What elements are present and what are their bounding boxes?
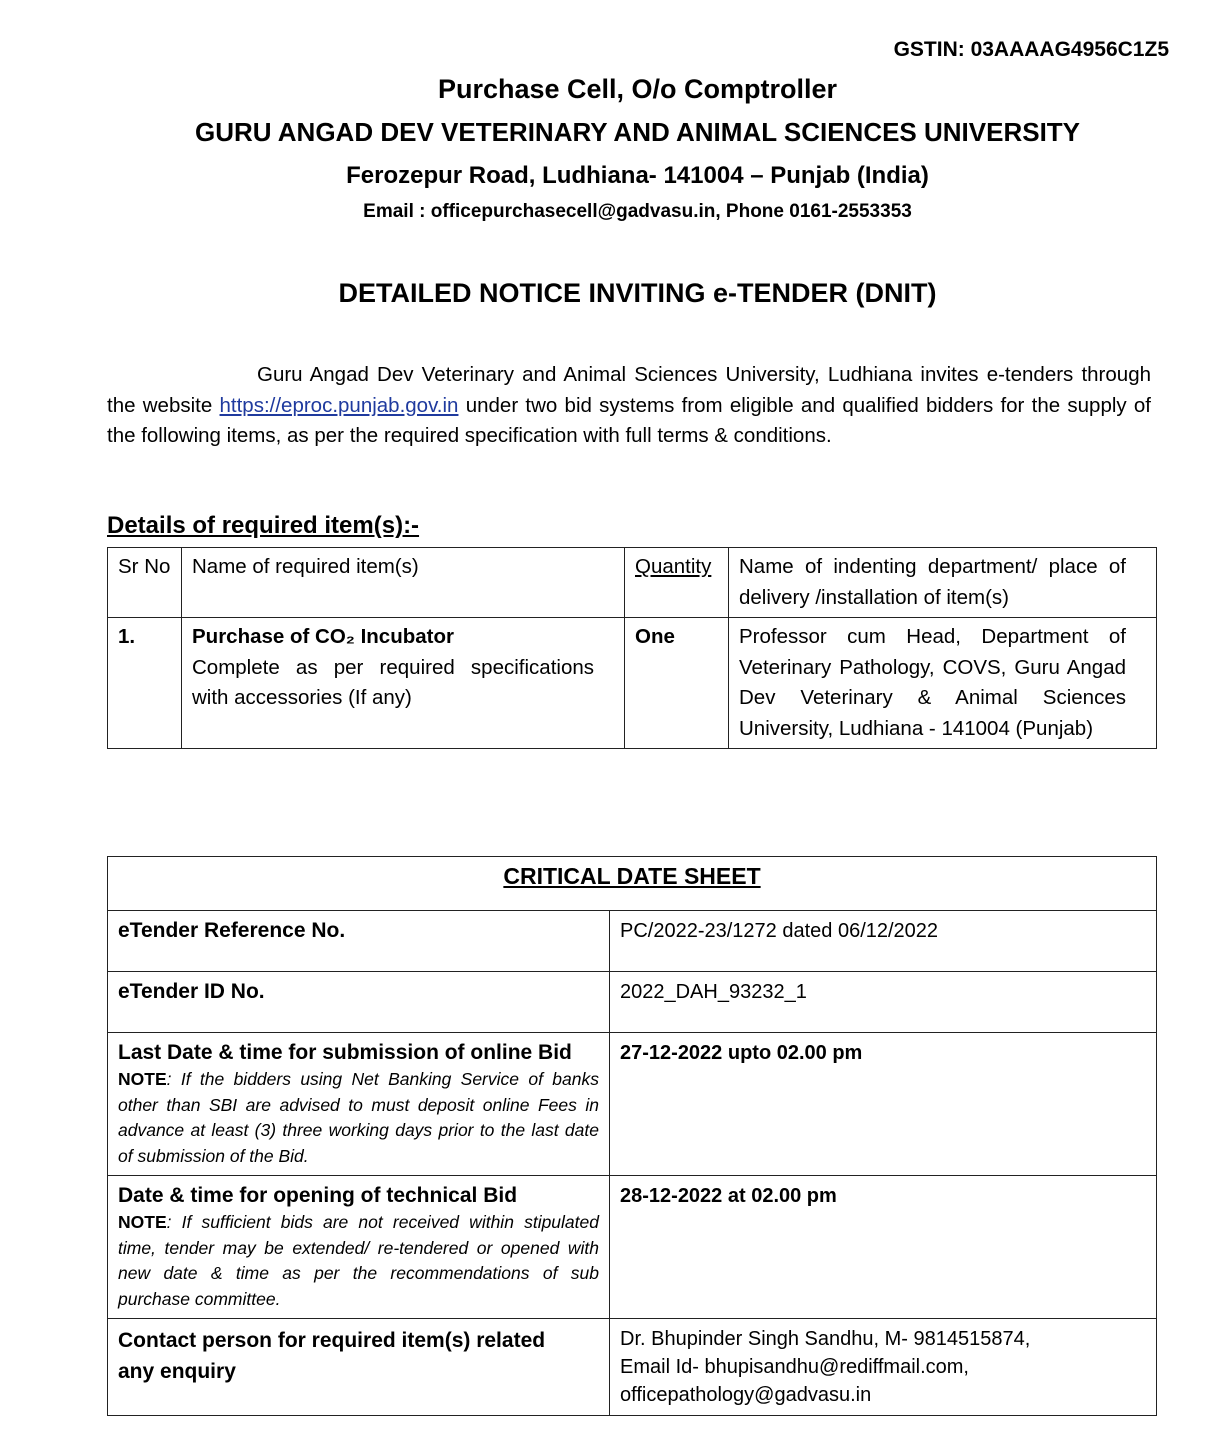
- last-date-label: Last Date & time for submission of online Bid: [118, 1041, 572, 1064]
- intro-text-after: under two bid systems from eligible and qualified bidders for the supply of the following items, as per the required specification with full terms & conditions.: [107, 393, 1151, 447]
- university-name: GURU ANGAD DEV VETERINARY AND ANIMAL SCIENCES UNIVERSITY: [194, 117, 1081, 147]
- table-row: [108, 972, 1157, 1033]
- table-row: [108, 1319, 1157, 1416]
- tender-id-value: 2022_DAH_93232_1: [610, 972, 1157, 1033]
- contact-value: [610, 1319, 1157, 1416]
- row-quantity: One: [625, 618, 729, 749]
- critical-date-sheet: [107, 856, 1157, 1416]
- header-department: Name of indenting department/ place of delivery /installation of item(s): [729, 548, 1157, 618]
- opening-cell: [108, 1176, 610, 1319]
- contact-email: Email Id- bhupisandhu@rediffmail.com,: [620, 1356, 969, 1378]
- address: Ferozepur Road, Ludhiana- 141004 – Punjab (India): [346, 162, 929, 189]
- document-title: DETAILED NOTICE INVITING e-TENDER (DNIT): [338, 278, 937, 308]
- office-name: Purchase Cell, O/o Comptroller: [437, 74, 838, 104]
- gstin: GSTIN: 03AAAAG4956C1Z5: [893, 38, 1169, 61]
- cds-title-row: [108, 857, 1157, 911]
- cds-title-cell: [108, 857, 1157, 911]
- table-row: [108, 911, 1157, 972]
- table-row: [108, 1176, 1157, 1319]
- tender-id-label: eTender ID No.: [108, 972, 610, 1033]
- items-section-title: Details of required item(s):-: [107, 512, 420, 539]
- item-name: Purchase of CO₂ Incubator: [192, 625, 454, 648]
- reference-label: eTender Reference No.: [108, 911, 610, 972]
- last-date-note-text: : If the bidders using Net Banking Service of banks other than SBI are advised to must deposit online Fees in advance at least (3) three working days prior to the last date of submission of the Bid.: [118, 1069, 599, 1166]
- last-date-cell: [108, 1033, 610, 1176]
- contact-email-office: officepathology@gadvasu.in: [620, 1384, 872, 1406]
- row-item: [182, 618, 625, 749]
- last-date-value: 27-12-2022 upto 02.00 pm: [610, 1033, 1157, 1176]
- header-sr-no: Sr No: [108, 548, 182, 618]
- items-header-row: [108, 548, 1157, 618]
- note-prefix: NOTE: [118, 1212, 167, 1232]
- row-department: Professor cum Head, Department of Veterinary Pathology, COVS, Guru Angad Dev Veterinary & Animal Sciences University, Ludhiana - 141004 (Punjab): [729, 618, 1157, 749]
- intro-paragraph: [107, 360, 1151, 452]
- eproc-link[interactable]: https://eproc.punjab.gov.in: [219, 393, 459, 417]
- contact-label: Contact person for required item(s) related any enquiry: [108, 1319, 610, 1416]
- row-sr-no: 1.: [108, 618, 182, 749]
- header-quantity: Quantity: [625, 548, 729, 618]
- opening-value: 28-12-2022 at 02.00 pm: [610, 1176, 1157, 1319]
- contact-line: Dr. Bhupinder Singh Sandhu, M- 9814515874,: [620, 1328, 1031, 1350]
- opening-note-text: : If sufficient bids are not received within stipulated time, tender may be extended/ re-tendered or opened with new date & time as per the recommendations of sub purchase committee.: [118, 1212, 599, 1309]
- opening-label: Date & time for opening of technical Bid: [118, 1184, 518, 1207]
- opening-note: [118, 1210, 599, 1312]
- item-description: Complete as per required specifications with accessories (If any): [192, 655, 594, 709]
- note-prefix: NOTE: [118, 1069, 167, 1089]
- last-date-note: [118, 1067, 599, 1169]
- cds-title: CRITICAL DATE SHEET: [503, 863, 761, 889]
- items-table: [107, 547, 1157, 749]
- header-item-name: Name of required item(s): [182, 548, 625, 618]
- intro-text-before: Guru Angad Dev Veterinary and Animal Sciences University, Ludhiana invites e-tenders through the website: [107, 363, 1151, 417]
- contact-info: Email : officepurchasecell@gadvasu.in, Phone 0161-2553353: [363, 201, 912, 222]
- table-row: [108, 1033, 1157, 1176]
- reference-value: PC/2022-23/1272 dated 06/12/2022: [610, 911, 1157, 972]
- table-row: [108, 618, 1157, 749]
